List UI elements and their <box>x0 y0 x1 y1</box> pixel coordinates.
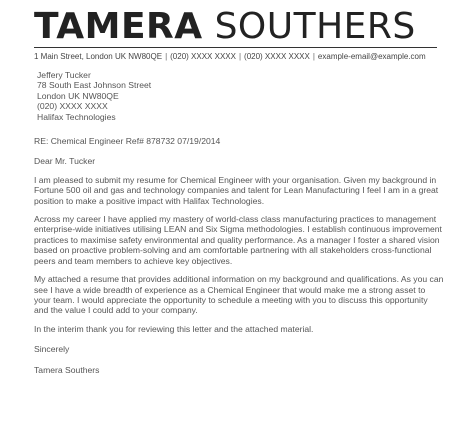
sender-contact-line <box>34 47 437 62</box>
paragraph-intro: I am pleased to submit my resume for Chemical Engineer with your organisation. Given my background in Fortune 500 oil and gas and technology companies and talent for Lean Manufacturing I feel I am in a great position to make a positive impact with Halifax Technologies. <box>34 174 439 206</box>
sender-last-name: SOUTHERS <box>214 6 416 47</box>
closing: Sincerely <box>34 344 70 355</box>
sender-name-header <box>34 6 474 48</box>
sender-phone-1: (020) XXXX XXXX <box>170 52 236 61</box>
paragraph-experience: Across my career I have applied my mastery of world-class class manufacturing practices to management enterprise-wide initiatives utilising LEAN and Six Sigma methodologies. I establish continuous improvement practices to maximise safety environmental and quality performance. As a manager I foster a shared vision based on proactive problem-solving and am comfortable partnering with all stakeholders cross-functional peers and team members to achieve key objectives. <box>34 214 442 266</box>
contact-separator: | <box>238 52 242 61</box>
paragraph-qualifications: My attached a resume that provides additional information on my background and qualifications. As you can see I have a wide breadth of experience as a Chemical Engineer that would make me a strong asset to your team. I would appreciate the opportunity to schedule a meeting with you to discuss this opportunity and the value I could add to your company. <box>34 274 444 316</box>
recipient-phone: (020) XXXX XXXX <box>37 101 108 112</box>
recipient-address-block <box>37 70 444 122</box>
recipient-city: London UK NW80QE <box>37 90 119 101</box>
sender-address: 1 Main Street, London UK NW80QE <box>34 52 163 61</box>
sender-first-name: TAMERA <box>34 6 203 47</box>
recipient-street: 78 South East Johnson Street <box>37 80 152 91</box>
reference-line: RE: Chemical Engineer Ref# 878732 07/19/2014 <box>34 136 221 147</box>
letter-body <box>34 70 444 375</box>
sender-phone-2: (020) XXXX XXXX <box>244 52 310 61</box>
contact-separator: | <box>165 52 168 61</box>
paragraph-thanks: In the interim thank you for reviewing this letter and the attached material. <box>34 323 314 334</box>
recipient-company: Halifax Technologies <box>37 111 116 122</box>
signature-name: Tamera Southers <box>34 364 100 375</box>
contact-separator: | <box>312 52 315 61</box>
recipient-name: Jeffery Tucker <box>37 70 91 80</box>
salutation: Dear Mr. Tucker <box>34 156 96 167</box>
sender-email: example-email@example.com <box>317 52 426 61</box>
